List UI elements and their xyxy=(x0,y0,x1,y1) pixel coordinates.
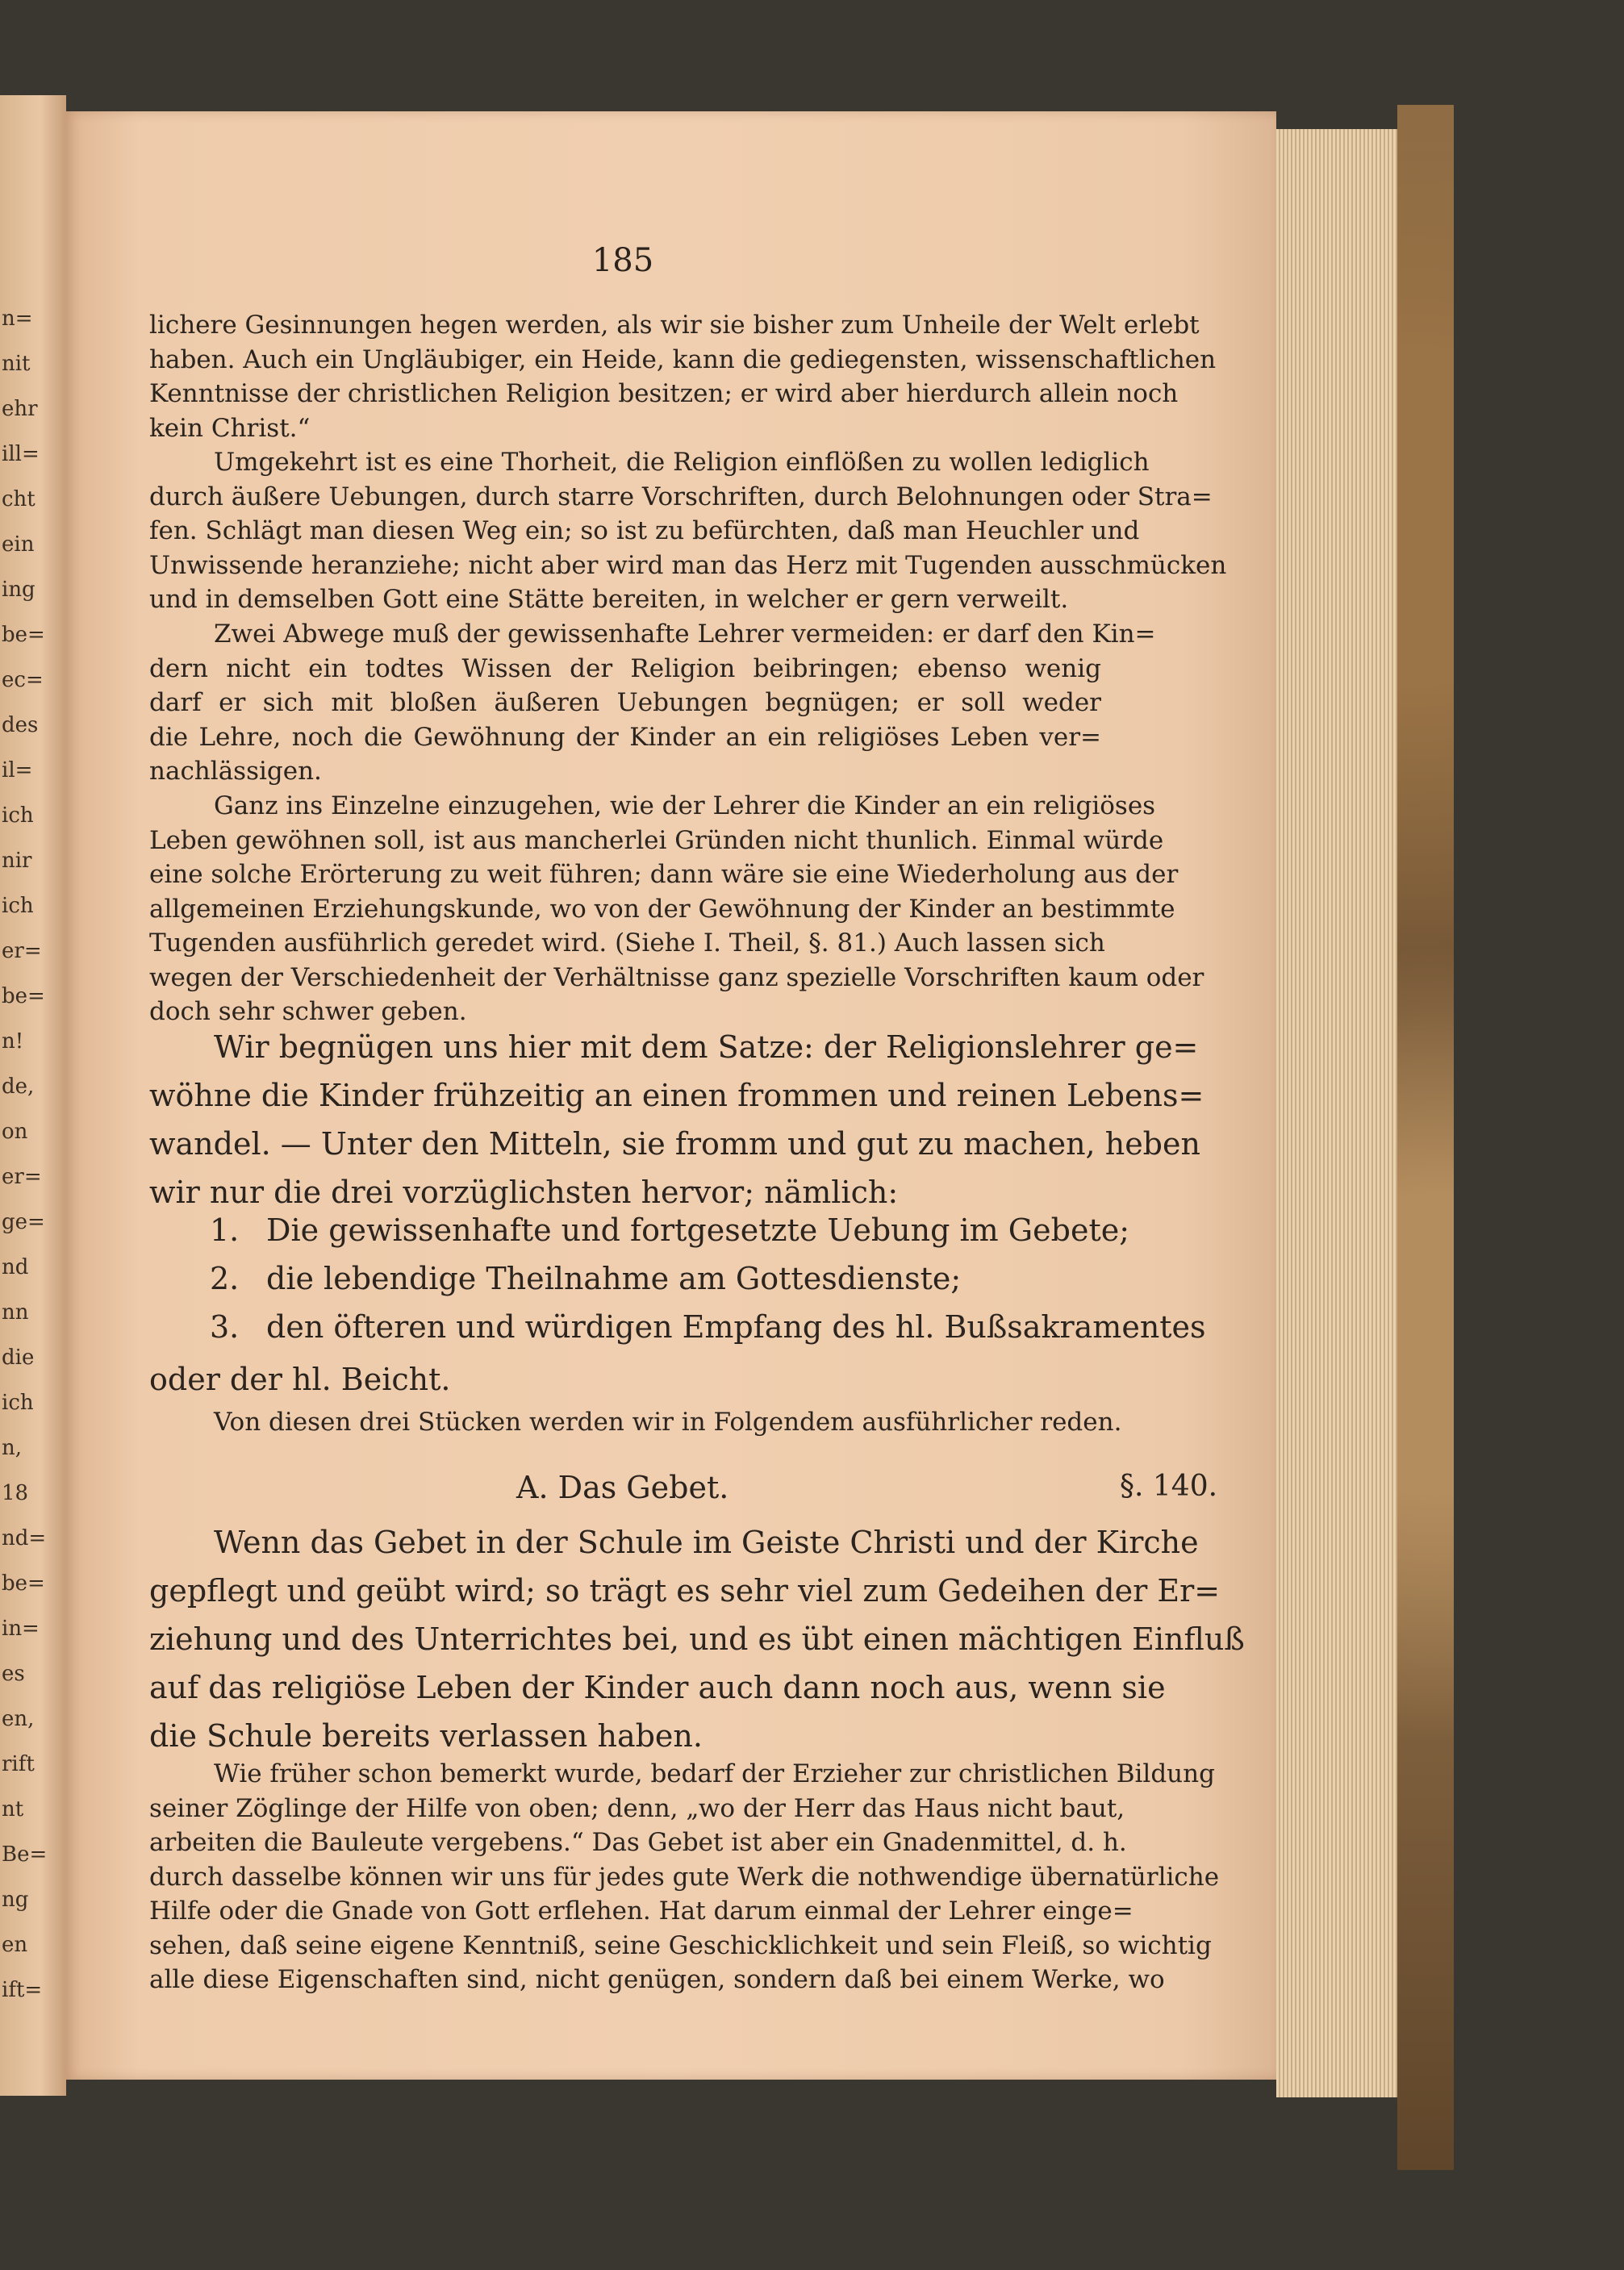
left-page-fragment: ng xyxy=(2,1888,29,1912)
para7-line: auf das religiöse Leben der Kinder auch dann noch aus, wenn sie xyxy=(149,1670,1166,1705)
para2-line: und in demselben Gott eine Stätte bereiten, in welcher er gern verweilt. xyxy=(149,585,1069,614)
left-page-fragment: be= xyxy=(2,623,45,647)
page-edges xyxy=(1276,129,1397,2097)
left-page-fragment: in= xyxy=(2,1617,40,1641)
para7-line: Wenn das Gebet in der Schule im Geiste Christi und der Kirche xyxy=(214,1525,1199,1560)
left-page-fragment: ill= xyxy=(2,442,40,466)
para5-line: Wir begnügen uns hier mit dem Satze: der Religionslehrer ge= xyxy=(214,1029,1199,1065)
para4-line: doch sehr schwer geben. xyxy=(149,997,467,1026)
left-page-fragment: nn xyxy=(2,1300,29,1325)
para7-line: ziehung und des Unterrichtes bei, und es übt einen mächtigen Einfluß xyxy=(149,1621,1245,1657)
left-page-fragment: on xyxy=(2,1120,28,1144)
left-page-fragment: des xyxy=(2,713,39,737)
left-page-fragment: en, xyxy=(2,1707,35,1731)
para2-line: fen. Schlägt man diesen Weg ein; so ist zu befürchten, daß man Heuchler und xyxy=(149,516,1140,545)
left-page-fragment: 18 xyxy=(2,1481,29,1505)
left-page-fragment: be= xyxy=(2,984,45,1008)
left-page-fragment: de, xyxy=(2,1074,35,1099)
para3-line: nachlässigen. xyxy=(149,757,322,786)
left-page-fragment: n, xyxy=(2,1436,23,1460)
para4-line: allgemeinen Erziehungskunde, wo von der Gewöhnung der Kinder an bestimmte xyxy=(149,894,1175,924)
para3-line: dern nicht ein todtes Wissen der Religion beibringen; ebenso wenig xyxy=(149,653,1101,683)
list-continuation: oder der hl. Beicht. xyxy=(149,1362,451,1397)
section-number: §. 140. xyxy=(1120,1470,1218,1503)
paragraph-4 xyxy=(149,789,1204,1029)
left-page-fragment: be= xyxy=(2,1571,45,1596)
section-heading: A. Das Gebet. xyxy=(516,1470,729,1505)
para1-line: lichere Gesinnungen hegen werden, als wir sie bisher zum Unheile der Welt erlebt xyxy=(149,311,1200,340)
paragraph-7 xyxy=(149,1518,1245,1760)
left-page-fragment: er= xyxy=(2,939,42,963)
para4-line: eine solche Erörterung zu weit führen; dann wäre sie eine Wiederholung aus der xyxy=(149,860,1179,889)
para4-line: Tugenden ausführlich geredet wird. (Siehe I. Theil, §. 81.) Auch lassen sich xyxy=(149,928,1105,958)
left-page-fragment: nd xyxy=(2,1255,29,1279)
left-page-fragment: nt xyxy=(2,1797,24,1821)
para4-line: Leben gewöhnen soll, ist aus mancherlei Gründen nicht thunlich. Einmal würde xyxy=(149,825,1164,855)
para8-line: Wie früher schon bemerkt wurde, bedarf der Erzieher zur christlichen Bildung xyxy=(214,1759,1215,1788)
left-page-fragment: er= xyxy=(2,1165,42,1189)
para3-line: die Lehre, noch die Gewöhnung der Kinder an ein religiöses Leben ver= xyxy=(149,722,1101,752)
left-page-fragment: ich xyxy=(2,894,34,918)
para8-line: Hilfe oder die Gnade von Gott erflehen. Hat darum einmal der Lehrer einge= xyxy=(149,1897,1133,1926)
left-page-fragment: ein xyxy=(2,532,35,557)
paragraph-6: Von diesen drei Stücken werden wir in Folgendem ausführlicher reden. xyxy=(214,1408,1122,1437)
para4-line: wegen der Verschiedenheit der Verhältnisse ganz spezielle Vorschriften kaum oder xyxy=(149,962,1204,992)
paragraph-5 xyxy=(149,1023,1204,1216)
list-item-2: 2. die lebendige Theilnahme am Gottesdienste; xyxy=(210,1261,962,1296)
para1-line: haben. Auch ein Ungläubiger, ein Heide, kann die gediegensten, wissenschaftlichen xyxy=(149,344,1217,374)
para3-line: Zwei Abwege muß der gewissenhafte Lehrer vermeiden: er darf den Kin= xyxy=(214,620,1156,649)
left-page-fragment: ich xyxy=(2,1391,34,1415)
book-cover xyxy=(1397,105,1454,2170)
left-page-fragment: die xyxy=(2,1346,35,1370)
left-page-fragment: es xyxy=(2,1662,25,1686)
left-page-fragment: ge= xyxy=(2,1210,45,1234)
para8-line: seiner Zöglinge der Hilfe von oben; denn, „wo der Herr das Haus nicht baut, xyxy=(149,1793,1125,1823)
para8-line: alle diese Eigenschaften sind, nicht genügen, sondern daß bei einem Werke, wo xyxy=(149,1965,1165,1994)
para1-line: kein Christ.“ xyxy=(149,413,311,443)
left-page-fragment: ich xyxy=(2,803,34,828)
paragraph-8 xyxy=(149,1757,1220,1997)
para7-line: gepflegt und geübt wird; so trägt es sehr viel zum Gedeihen der Er= xyxy=(149,1573,1221,1609)
para8-line: sehen, daß seine eigene Kenntniß, seine Geschicklichkeit und sein Fleiß, so wichtig xyxy=(149,1930,1212,1960)
left-page-fragment: ing xyxy=(2,578,35,602)
para2-line: Unwissende heranziehe; nicht aber wird man das Herz mit Tugenden ausschmücken xyxy=(149,550,1227,580)
left-page-fragment: ift= xyxy=(2,1978,43,2002)
para4-line: Ganz ins Einzelne einzugehen, wie der Lehrer die Kinder an ein religiöses xyxy=(214,791,1156,820)
left-page-fragment: ehr xyxy=(2,397,38,421)
list-item-1: 1. Die gewissenhafte und fortgesetzte Uebung im Gebete; xyxy=(210,1212,1130,1248)
left-page-fragment: en xyxy=(2,1933,28,1957)
left-page-fragment: nd= xyxy=(2,1526,47,1550)
para5-line: wandel. — Unter den Mitteln, sie fromm und gut zu machen, heben xyxy=(149,1126,1200,1162)
para5-line: wöhne die Kinder frühzeitig an einen frommen und reinen Lebens= xyxy=(149,1078,1204,1113)
paragraph-1 xyxy=(149,308,1217,445)
left-page-fragment: n= xyxy=(2,307,33,331)
para1-line: Kenntnisse der christlichen Religion besitzen; er wird aber hierdurch allein noch xyxy=(149,379,1179,408)
para3-line: darf er sich mit bloßen äußeren Uebungen begnügen; er soll weder xyxy=(149,688,1101,717)
page-number: 185 xyxy=(591,242,654,279)
left-page-fragment: ec= xyxy=(2,668,44,692)
list-item-3: 3. den öfteren und würdigen Empfang des hl. Bußsakramentes xyxy=(210,1309,1206,1345)
left-page-edge xyxy=(0,95,66,2096)
paragraph-2 xyxy=(149,445,1227,617)
left-page-fragment: n! xyxy=(2,1029,24,1054)
para7-line: die Schule bereits verlassen haben. xyxy=(149,1718,703,1754)
left-page-fragment: cht xyxy=(2,487,35,511)
left-page-fragment: Be= xyxy=(2,1842,48,1867)
para8-line: durch dasselbe können wir uns für jedes gute Werk die nothwendige übernatürliche xyxy=(149,1862,1220,1892)
left-page-fragment: nit xyxy=(2,352,31,376)
para5-line: wir nur die drei vorzüglichsten hervor; nämlich: xyxy=(149,1175,899,1210)
para8-line: arbeiten die Bauleute vergebens.“ Das Gebet ist aber ein Gnadenmittel, d. h. xyxy=(149,1828,1127,1857)
left-page-fragment: rift xyxy=(2,1752,35,1776)
para2-line: durch äußere Uebungen, durch starre Vorschriften, durch Belohnungen oder Stra= xyxy=(149,482,1213,511)
para2-line: Umgekehrt ist es eine Thorheit, die Religion einflößen zu wollen lediglich xyxy=(214,448,1150,477)
left-page-fragment: nir xyxy=(2,849,32,873)
paragraph-3 xyxy=(149,617,1156,789)
left-page-fragment: il= xyxy=(2,758,33,782)
